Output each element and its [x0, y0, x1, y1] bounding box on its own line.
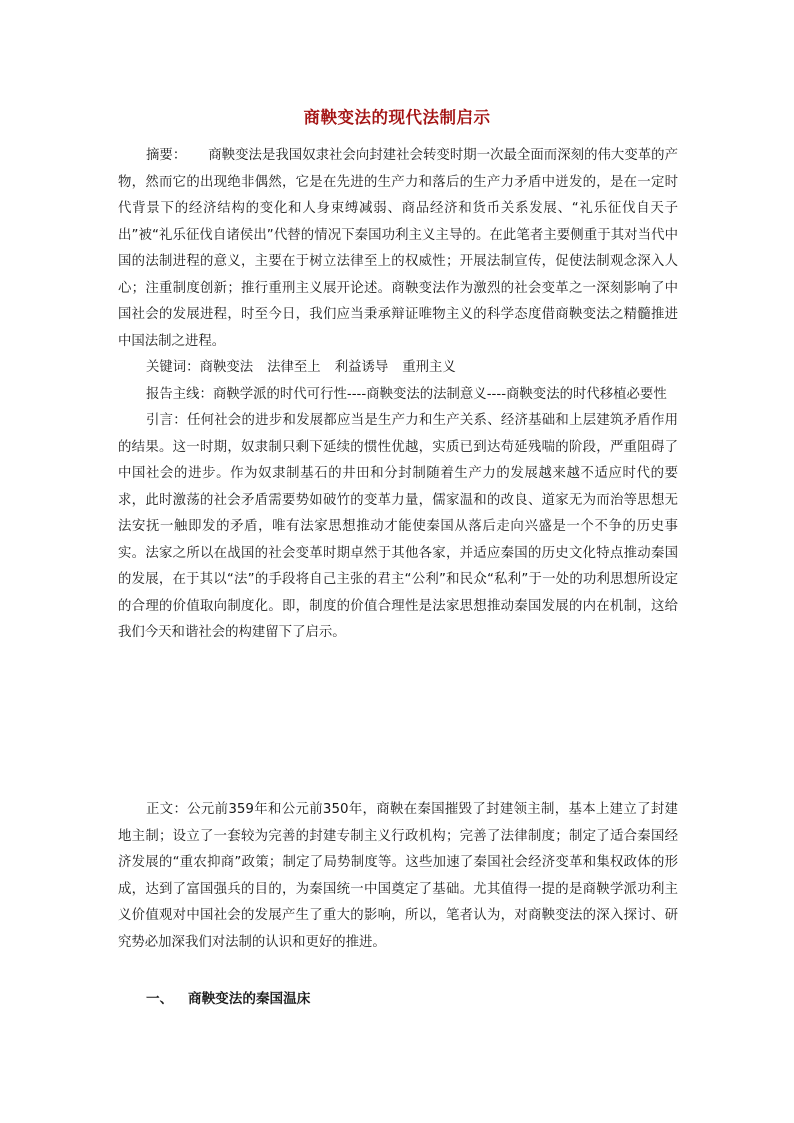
report-line: 报告主线：商鞅学派的时代可行性----商鞅变法的法制意义----商鞅变法的时代移植必要性 — [146, 386, 667, 402]
body-block — [118, 797, 678, 956]
keyword-item: 利益诱导 — [334, 360, 389, 375]
keywords-label: 关键词： — [146, 360, 200, 375]
section-number: 一、 — [146, 991, 174, 1007]
keyword-item: 法律至上 — [267, 360, 321, 375]
keywords-line — [118, 355, 678, 382]
body-paragraph: 正文：公元前359年和公元前350年，商鞅在秦国摧毁了封建领主制，基本上建立了封建地主制；设立了一套较为完善的封建专制主义行政机构；完善了法律制度；制定了适合秦国经济发展的“重农抑商”政策；制定了局势制度等。这些加速了秦国社会经济变革和集权政体的形成，达到了富国强兵的目的，为秦国统一中国奠定了基础。尤其值得一提的是商鞅学派功利主义价值观对中国社会的发展产生了重大的影响，所以，笔者认为，对商鞅变法的深入探讨、研究势必加深我们对法制的认识和更好的推进。 — [118, 802, 678, 950]
keyword-item: 重刑主义 — [402, 360, 456, 375]
abstract-paragraph — [118, 143, 678, 355]
abstract-text: 商鞅变法是我国奴隶社会向封建社会转变时期一次最全面而深刻的伟大变革的产物，然而它的出现绝非偶然，它是在先进的生产力和落后的生产力矛盾中迸发的，是在一定时代背景下的经济结构的变化和人身束缚减弱、商品经济和货币关系发展、“礼乐征伐自天子出”被“礼乐征伐自诸侯出”代替的情况下秦国功利主义主导的。在此笔者主要侧重于其对当代中国的法制进程的意义，主要在于树立法律至上的权威性；开展法制宣传，促使法制观念深入人心；注重制度创新；推行重刑主义展开论述。商鞅变法作为激烈的社会变革之一深刻影响了中国社会的发展进程，时至今日，我们应当秉承辩证唯物主义的科学态度借商鞅变法之精髓推进中国法制之进程。 — [118, 148, 678, 349]
section-heading — [146, 987, 310, 1007]
abstract-block — [118, 143, 678, 647]
intro-paragraph: 引言：任何社会的进步和发展都应当是生产力和生产关系、经济基础和上层建筑矛盾作用的结果。这一时期，奴隶制只剩下延续的惯性优越，实质已到达苟延残喘的阶段，严重阻碍了中国社会的进步。作为奴隶制基石的井田和分封制随着生产力的发展越来越不适应时代的要求，此时激荡的社会矛盾需要势如破竹的变革力量，儒家温和的改良、道家无为而治等思想无法安抚一触即发的矛盾，唯有法家思想推动才能使秦国从落后走向兴盛是一个不争的历史事实。法家之所以在战国的社会变革时期卓然于其他各家，并适应秦国的历史文化特点推动秦国的发展，在于其以“法”的手段将自己主张的君主“公利”和民众“私利”于一处的功利思想所设定的合理的价值取向制度化。即，制度的价值合理性是法家思想推动秦国发展的内在机制，这给我们今天和谐社会的构建留下了启示。 — [118, 413, 678, 640]
section-title: 商鞅变法的秦国温床 — [188, 991, 311, 1007]
abstract-label: 摘要： — [146, 148, 187, 163]
document-title: 商鞅变法的现代法制启示 — [303, 108, 491, 127]
keyword-item: 商鞅变法 — [199, 360, 254, 375]
